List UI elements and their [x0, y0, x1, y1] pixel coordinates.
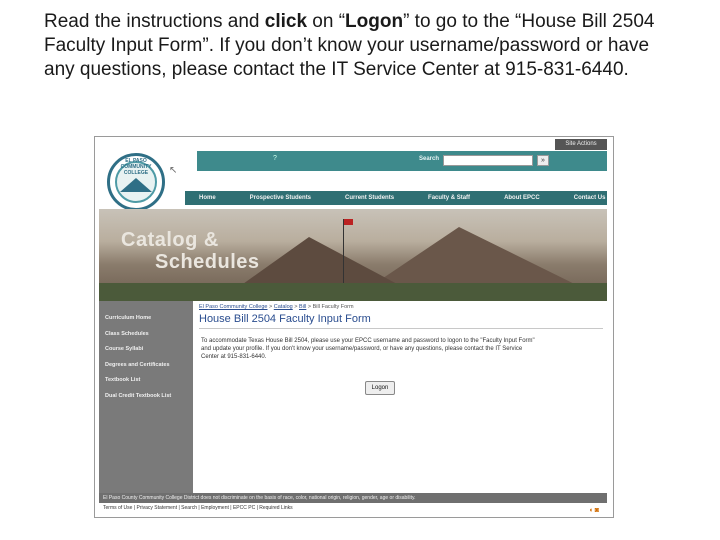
sidebar-item-course-syllabi[interactable]: Course Syllabi — [105, 346, 144, 352]
logon-word: Logon — [345, 11, 404, 32]
top-search-bar — [197, 151, 607, 171]
flag-pole — [343, 219, 344, 283]
website-screenshot — [94, 136, 614, 518]
main-navigation — [185, 191, 607, 205]
page-title: House Bill 2504 Faculty Input Form — [199, 313, 371, 325]
banner-title-line2: Schedules — [155, 251, 260, 273]
instructions-part1: Read the instructions and — [44, 11, 265, 32]
mouse-cursor-icon: ↖ — [169, 165, 178, 176]
click-word: click — [264, 11, 308, 32]
breadcrumb-link-college[interactable]: El Paso Community College — [199, 304, 268, 310]
college-logo[interactable] — [107, 153, 165, 211]
main-content — [199, 301, 605, 493]
instructions-part2: on “ — [307, 11, 346, 32]
instructions-text — [44, 10, 684, 82]
breadcrumb-link-bill[interactable]: Bill — [299, 304, 307, 310]
footer-links — [99, 503, 607, 514]
nav-prospective-students[interactable]: Prospective Students — [249, 195, 312, 201]
search-input[interactable] — [443, 155, 533, 166]
instructions-part3: ” to go to the “House Bill 2504 Faculty Input Form”. If you don’t know your username/password or have any questions, please contact the IT Service Center at 915-831-6440. — [44, 11, 655, 80]
title-divider — [199, 328, 603, 329]
footer-notice: El Paso County Community College District does not discriminate on the basis of race, color, national origin, religion, gender, age or disability. — [99, 493, 607, 503]
nav-contact-us[interactable]: Contact Us — [573, 195, 606, 201]
sidebar-item-curriculum-home[interactable]: Curriculum Home — [105, 315, 152, 321]
sidebar-item-class-schedules[interactable]: Class Schedules — [105, 330, 149, 337]
instructions-paragraph: To accommodate Texas House Bill 2504, please use your EPCC username and password to logon to the "Faculty Input Form" and update your profile. If you don't know your username/password, or have any questions, please contact the IT Service Center at 915-831-6440. — [201, 338, 535, 360]
sidebar-menu — [99, 301, 193, 493]
search-label: Search — [419, 156, 440, 162]
nav-about-epcc[interactable]: About EPCC — [504, 195, 540, 201]
breadcrumb — [199, 304, 354, 310]
nav-faculty-staff[interactable]: Faculty & Staff — [428, 195, 471, 201]
flag-icon — [344, 219, 353, 225]
logo-text: EL PASO COMMUNITY COLLEGE — [120, 158, 152, 176]
nav-current-students[interactable]: Current Students — [345, 195, 395, 201]
sidebar-item-degrees-certificates[interactable]: Degrees and Certificates — [105, 361, 170, 368]
catalog-banner — [99, 209, 607, 301]
breadcrumb-separator-2: > — [292, 304, 300, 310]
screenshot-content — [99, 139, 607, 515]
logo-mountain-icon — [120, 178, 152, 192]
banner-ground — [99, 283, 607, 301]
sidebar-item-dual-credit-textbook-list[interactable]: Dual Credit Textbook List — [105, 392, 172, 399]
logon-button[interactable]: Logon — [365, 381, 395, 395]
breadcrumb-link-catalog[interactable]: Catalog — [273, 304, 293, 310]
site-actions-button[interactable]: Site Actions — [555, 139, 607, 150]
breadcrumb-separator: > — [267, 304, 274, 310]
rss-share-icon[interactable]: ◖ ◙ — [588, 507, 599, 514]
help-icon[interactable]: ? — [273, 155, 277, 162]
sidebar-item-textbook-list[interactable]: Textbook List — [105, 377, 141, 383]
breadcrumb-current: > Bill Faculty Form — [306, 304, 354, 310]
search-go-button[interactable]: » — [537, 155, 549, 166]
nav-home[interactable]: Home — [199, 195, 216, 201]
banner-title-line1: Catalog & — [121, 229, 219, 251]
footer-links-text[interactable]: Terms of Use | Privacy Statement | Search | Employment | EPCC PC | Required Links — [103, 505, 293, 511]
